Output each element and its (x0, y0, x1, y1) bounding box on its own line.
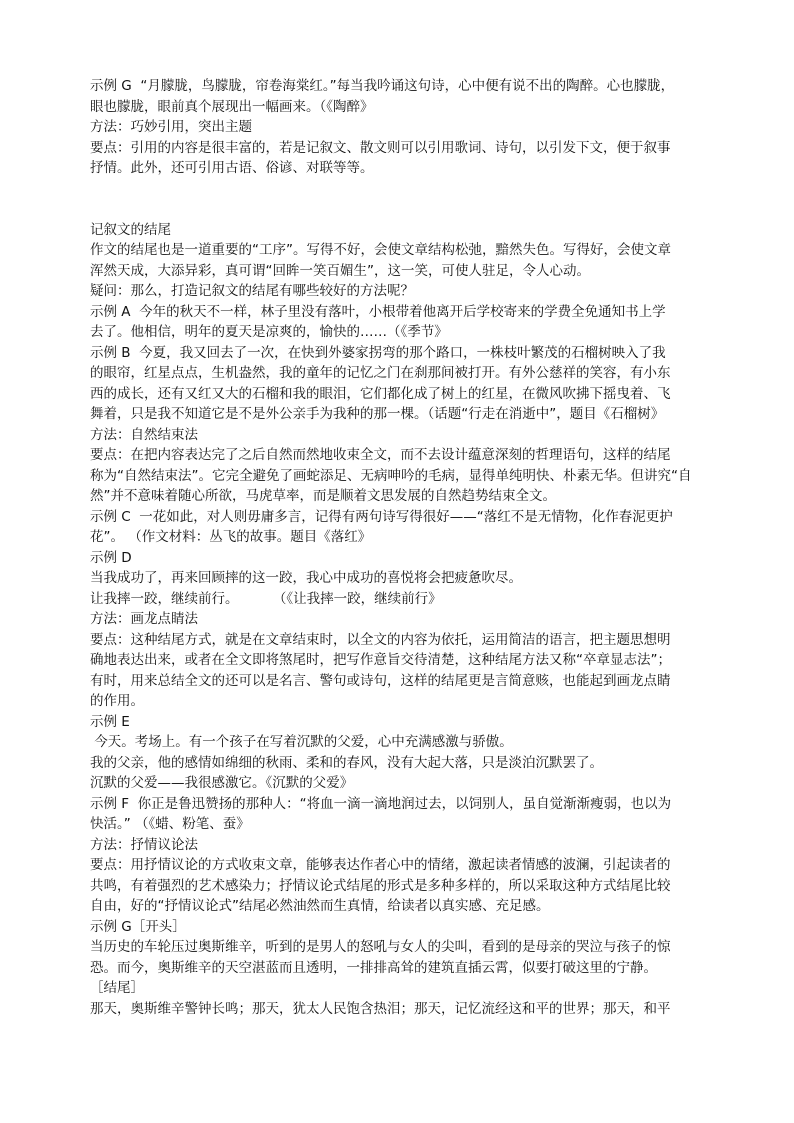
text-line: 让我摔一跤，继续前行。 （《让我摔一跤，继续前行》 (90, 590, 442, 607)
text-line: ［结尾］ (90, 980, 144, 996)
text-line: 浑然天成，大添异彩，真可谓“回眸一笑百媚生”，这一笑，可使人驻足，令人心动。 (90, 262, 590, 279)
text-line: 确地表达出来，或者在全文即将煞尾时，把写作意旨交待清楚，这种结尾方法又称“卒章显志法”； (90, 652, 671, 668)
text-line: 要点：在把内容表达完了之后自然而然地收束全文，而不去设计蕴意深刻的哲理语句，这样的结尾 (90, 447, 671, 463)
text-line: 示例 D (90, 549, 132, 566)
text-line: 我的父亲，他的感情如绵细的秋雨、柔和的春风，没有大起大落，只是淡泊沉默罢了。 (90, 754, 603, 771)
text-line: 方法：画龙点睛法 (90, 611, 198, 627)
section-gap (90, 179, 712, 220)
text-line: 示例 B 今夏，我又回去了一次，在快到外婆家拐弯的那个路口，一株枝叶繁茂的石榴树映入了我 (90, 344, 666, 361)
text-line: 然”并不意味着随心所欲，马虎草率，而是顺着文思发展的自然趋势结束全文。 (90, 488, 556, 504)
text-line: 要点：引用的内容是很丰富的，若是记叙文、散文则可以引用歌词、诗句，以引发下文，便于叙事 (90, 139, 671, 156)
text-line: 记叙文的结尾 (90, 221, 171, 238)
text-line: 疑问：那么，打造记叙文的结尾有哪些较好的方法呢？ (90, 283, 414, 299)
text-line: 要点：这种结尾方式，就是在文章结束时，以全文的内容为依托，运用简洁的语言，把主题思想明 (90, 631, 671, 648)
text-line: 自由，好的“抒情议论式”结尾必然油然而生真情，给读者以真实感、充足感。 (90, 898, 550, 914)
text-line: 舞着，只是我不知道它是不是外公亲手为我种的那一棵。（话题“行走在消逝中”，题目《石榴树》 (90, 406, 665, 422)
text-line: 那天，奥斯维辛警钟长鸣；那天，犹太人民饱含热泪；那天，记忆流经这和平的世界；那天，和平 (90, 1000, 671, 1017)
text-line: 的眼帘，红星点点，生机盎然，我的童年的记忆之门在刹那间被打开。有外公慈祥的笑容，有小东 (90, 365, 671, 381)
text-line: 示例 G “月朦胧，鸟朦胧，帘卷海棠红。”每当我吟诵这句诗，心中便有说不出的陶醉。心也朦胧， (90, 78, 675, 94)
text-line: 共鸣，有着强烈的艺术感染力；抒情议论式结尾的形式是多种多样的，所以采取这种方式结尾比较 (90, 877, 671, 894)
text-line: 恐。而今，奥斯维辛的天空湛蓝而且透明，一排排高耸的建筑直插云霄，似要打破这里的宁静。 (90, 959, 657, 976)
section-quotation-example (90, 76, 712, 179)
text-line: 要点：用抒情议论的方式收束文章，能够表达作者心中的情绪，激起读者情感的波澜，引起读者的 (90, 857, 671, 873)
text-line: 有时，用来总结全文的还可以是名言、警句或诗句，这样的结尾更是言简意赅，也能起到画龙点睛 (90, 672, 671, 689)
text-line: 抒情。此外，还可引用古语、俗谚、对联等等。 (90, 160, 374, 176)
text-line: 示例 A 今年的秋天不一样，林子里没有落叶，小根带着他离开后学校寄来的学费全免通知书上学 (90, 303, 666, 320)
text-line: 称为“自然结束法”。它完全避免了画蛇添足、无病呻吟的毛病，显得单纯明快、朴素无华。但讲究“自 (90, 467, 692, 484)
text-line: 示例 C 一花如此，对人则毋庸多言，记得有两句诗写得很好——“落红不是无情物，化作春泥更护 (90, 508, 673, 525)
document-page (90, 76, 712, 1019)
text-line: 示例 G［开头］ (90, 918, 186, 935)
text-line: 眼也朦胧，眼前真个展现出一幅画来。（《陶醉》 (90, 98, 374, 115)
text-line: 西的成长，还有又红又大的石榴和我的眼泪，它们都化成了树上的红星，在微风吹拂下摇曳着、飞 (90, 385, 671, 402)
text-line: 当历史的车轮压过奥斯维辛，听到的是男人的怒吼与女人的尖叫，看到的是母亲的哭泣与孩子的惊 (90, 939, 671, 955)
text-line: 方法：巧妙引用，突出主题 (90, 119, 252, 135)
text-line: 方法：自然结束法 (90, 426, 198, 443)
text-line: 作文的结尾也是一道重要的“工序”。写得不好，会使文章结构松弛，黯然失色。写得好，会使文章 (90, 242, 671, 258)
text-line: 的作用。 (90, 693, 144, 709)
text-line: 示例 E (90, 713, 130, 730)
text-line: 方法：抒情议论法 (90, 836, 198, 853)
text-line: 快活。” （《蜡、粉笔、蚕》 (90, 816, 250, 832)
text-line: 沉默的父爱——我很感激它。《沉默的父爱》 (90, 775, 354, 791)
text-line: 花”。 （作文材料：丛飞的故事。题目《落红》 (90, 529, 372, 545)
section-narrative-endings (90, 220, 712, 1020)
text-line: 今天。考场上。有一个孩子在写着沉默的父爱，心中充满感激与骄傲。 (90, 734, 513, 750)
text-line: 去了。他相信，明年的夏天是凉爽的，愉快的……（《季节》 (90, 324, 448, 340)
text-line: 当我成功了，再来回顾摔的这一跤，我心中成功的喜悦将会把疲惫吹尽。 (90, 570, 522, 586)
text-line: 示例 F 你正是鲁迅赞扬的那种人：“将血一滴一滴地润过去，以饲别人，虽自觉渐渐瘦弱，也以为 (90, 795, 672, 812)
